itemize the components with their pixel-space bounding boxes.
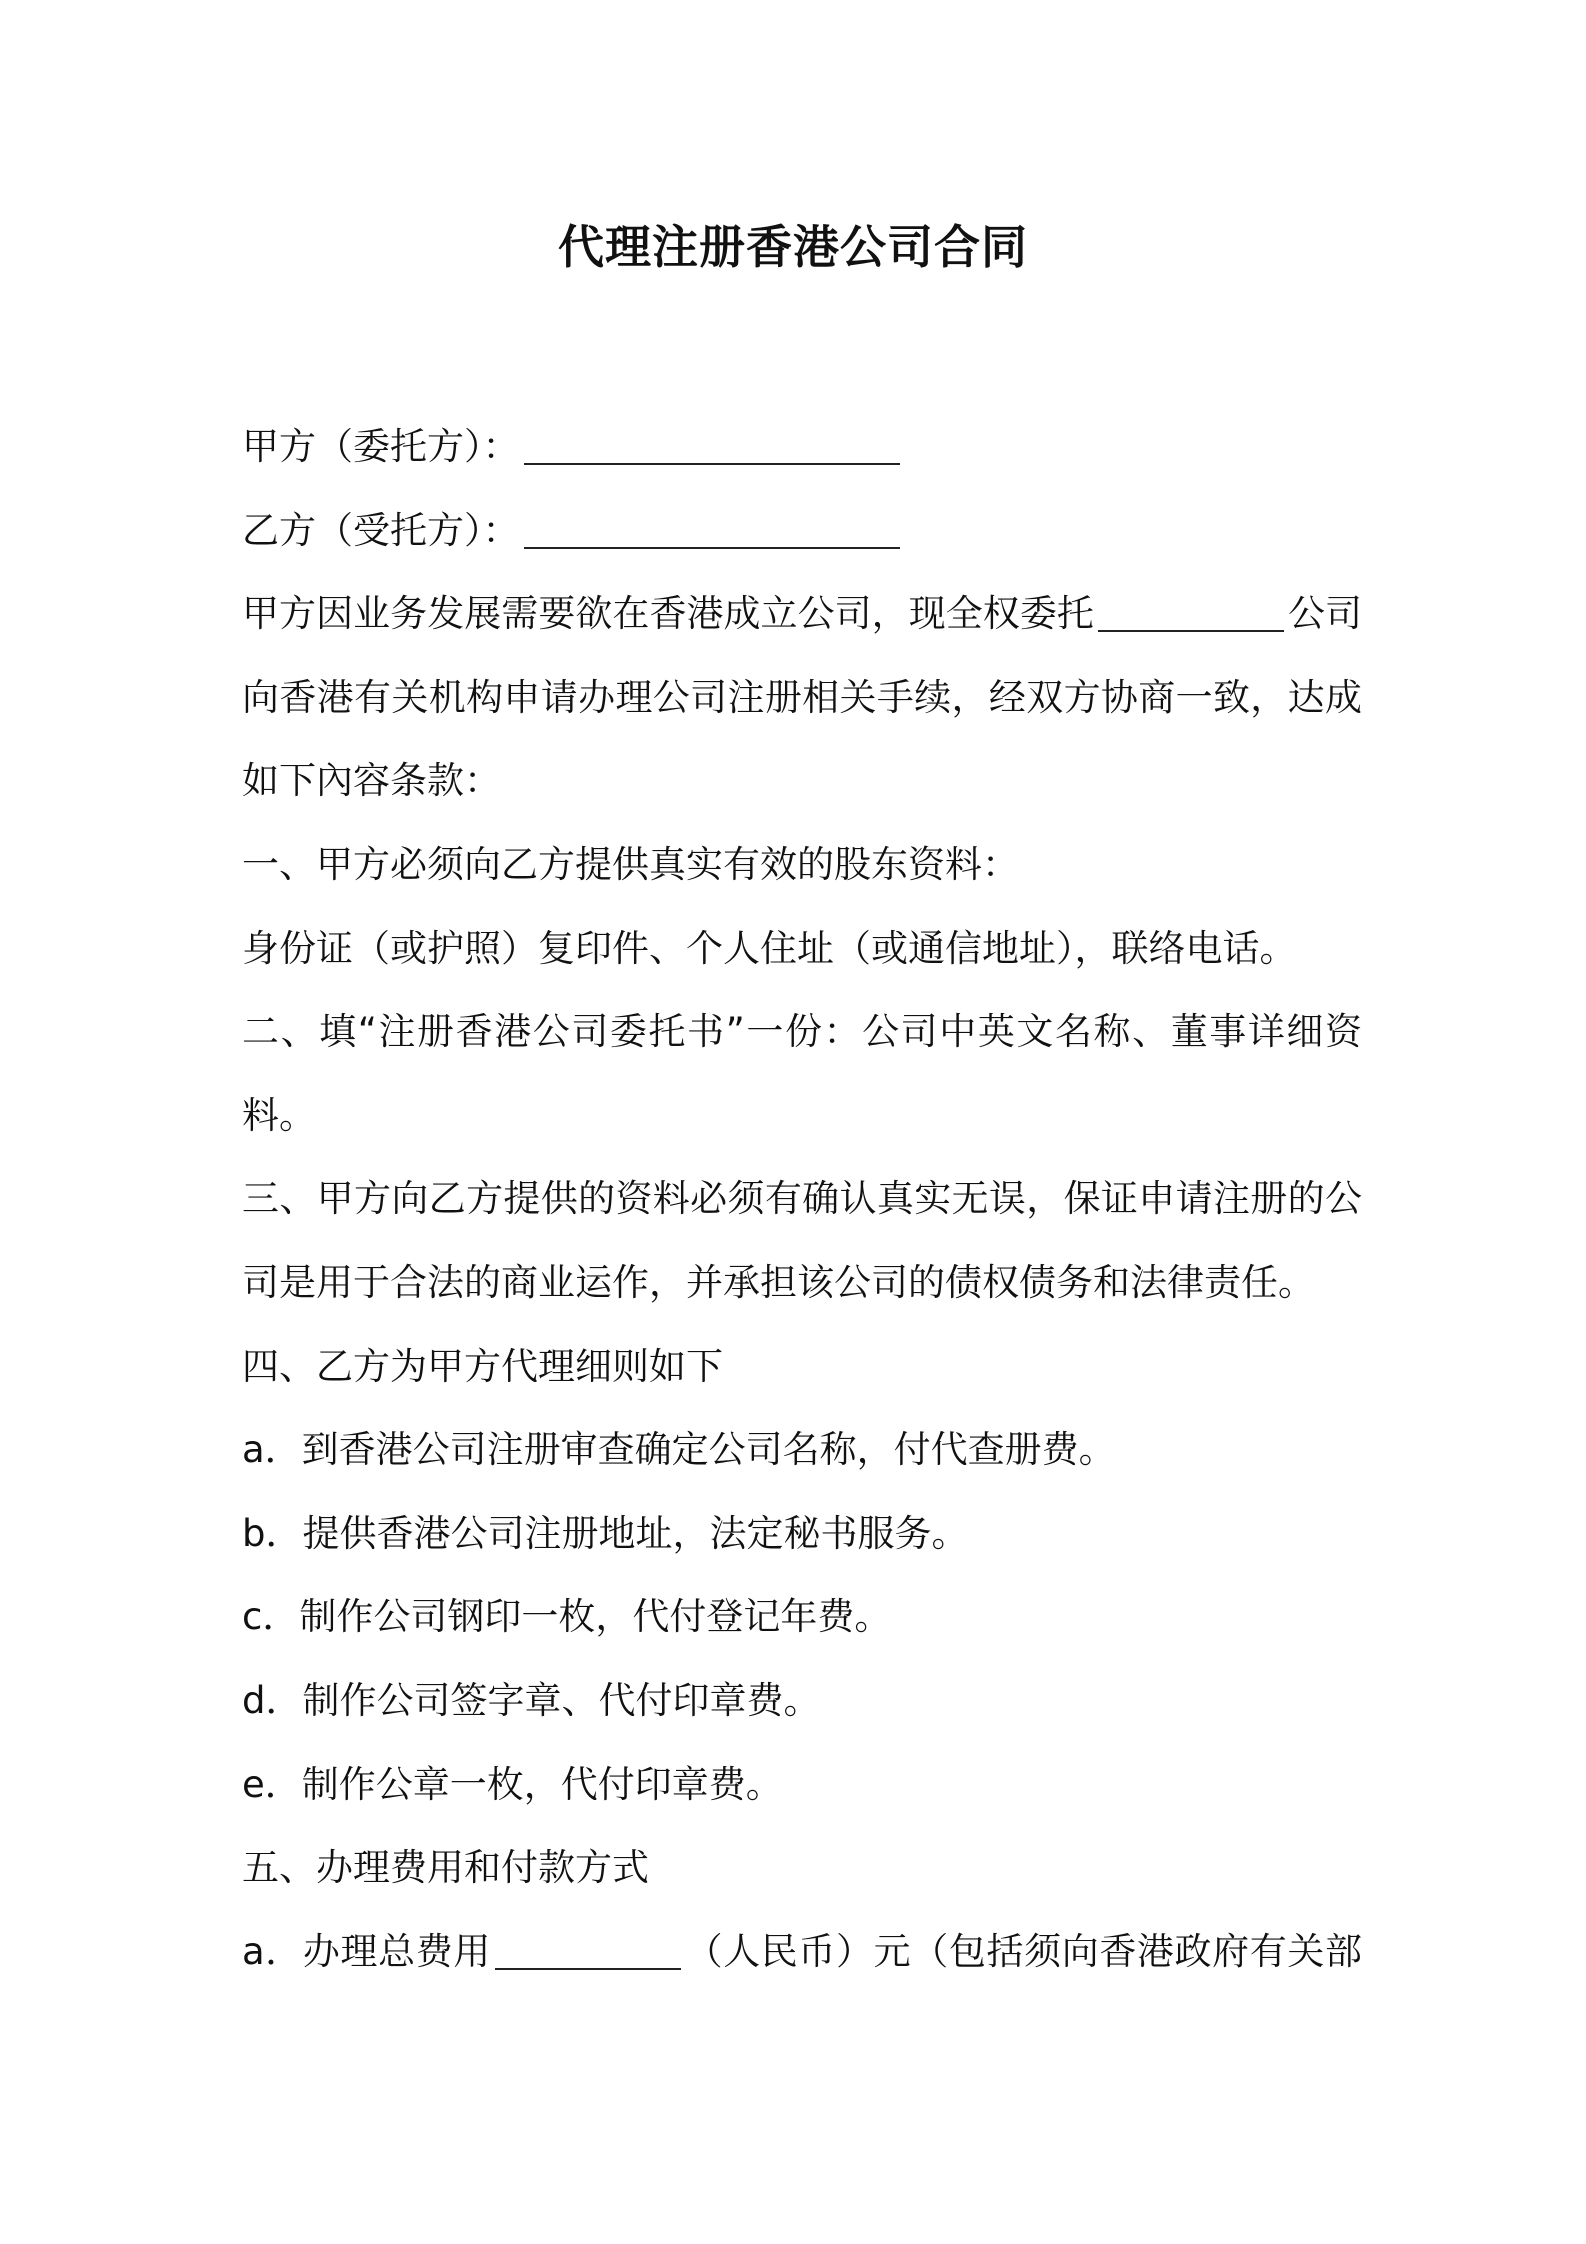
clause-3-line-2: 司是用于合法的商业运作，并承担该公司的债权债务和法律责任。 — [242, 1260, 1315, 1304]
party-b-label: 乙方（受托方）： — [242, 508, 520, 552]
intro-line-1-before: 甲方因业务发展需要欲在香港成立公司，现全权委托 — [242, 592, 1094, 636]
party-b-line — [242, 489, 1362, 573]
intro-line-3: 如下內容条款： — [242, 759, 501, 803]
clause-5-item-a-after: （人民币）元（包括须向香港政府有关部 — [684, 1929, 1362, 1973]
contract-body — [242, 405, 1362, 1993]
clause-5-item-a-before: a．办理总费用 — [242, 1929, 491, 1973]
clause-4-heading: 四、乙方为甲方代理细则如下 — [242, 1344, 723, 1388]
total-fee-blank[interactable] — [495, 1934, 681, 1970]
intro-line-1-after: 公司 — [1287, 592, 1362, 636]
clause-5-heading: 五、办理费用和付款方式 — [242, 1846, 649, 1890]
clause-1-heading: 一、甲方必须向乙方提供真实有效的股东资料： — [242, 842, 1019, 886]
clause-4-item-d: d．制作公司签字章、代付印章费。 — [242, 1678, 821, 1722]
intro-line-1 — [242, 572, 1362, 656]
clause-2-line-1: 二、填“注册香港公司委托书”一份：公司中英文名称、董事详细资 — [242, 1010, 1362, 1054]
clause-4-item-b: b．提供香港公司注册地址，法定秘书服务。 — [242, 1511, 969, 1555]
clause-1-detail: 身份证（或护照）复印件、个人住址（或通信地址），联络电话。 — [242, 926, 1297, 970]
party-b-blank[interactable] — [524, 513, 900, 549]
party-a-blank[interactable] — [524, 429, 900, 465]
clause-5-item-a — [242, 1910, 1362, 1994]
agent-company-blank[interactable] — [1098, 596, 1284, 632]
clause-2-line-2: 料。 — [242, 1093, 316, 1137]
document-title: 代理注册香港公司合同 — [558, 220, 1028, 274]
party-a-line — [242, 405, 1362, 489]
clause-4-item-c: c．制作公司钢印一枚，代付登记年费。 — [242, 1595, 892, 1639]
clause-4-item-e: e．制作公章一枚，代付印章费。 — [242, 1762, 783, 1806]
clause-4-item-a: a．到香港公司注册审查确定公司名称，付代查册费。 — [242, 1428, 1116, 1472]
party-a-label: 甲方（委托方）： — [242, 425, 520, 468]
intro-line-2: 向香港有关机构申请办理公司注册相关手续，经双方协商一致，达成 — [242, 675, 1362, 719]
clause-3-line-1: 三、甲方向乙方提供的资料必须有确认真实无误，保证申请注册的公 — [242, 1177, 1362, 1221]
